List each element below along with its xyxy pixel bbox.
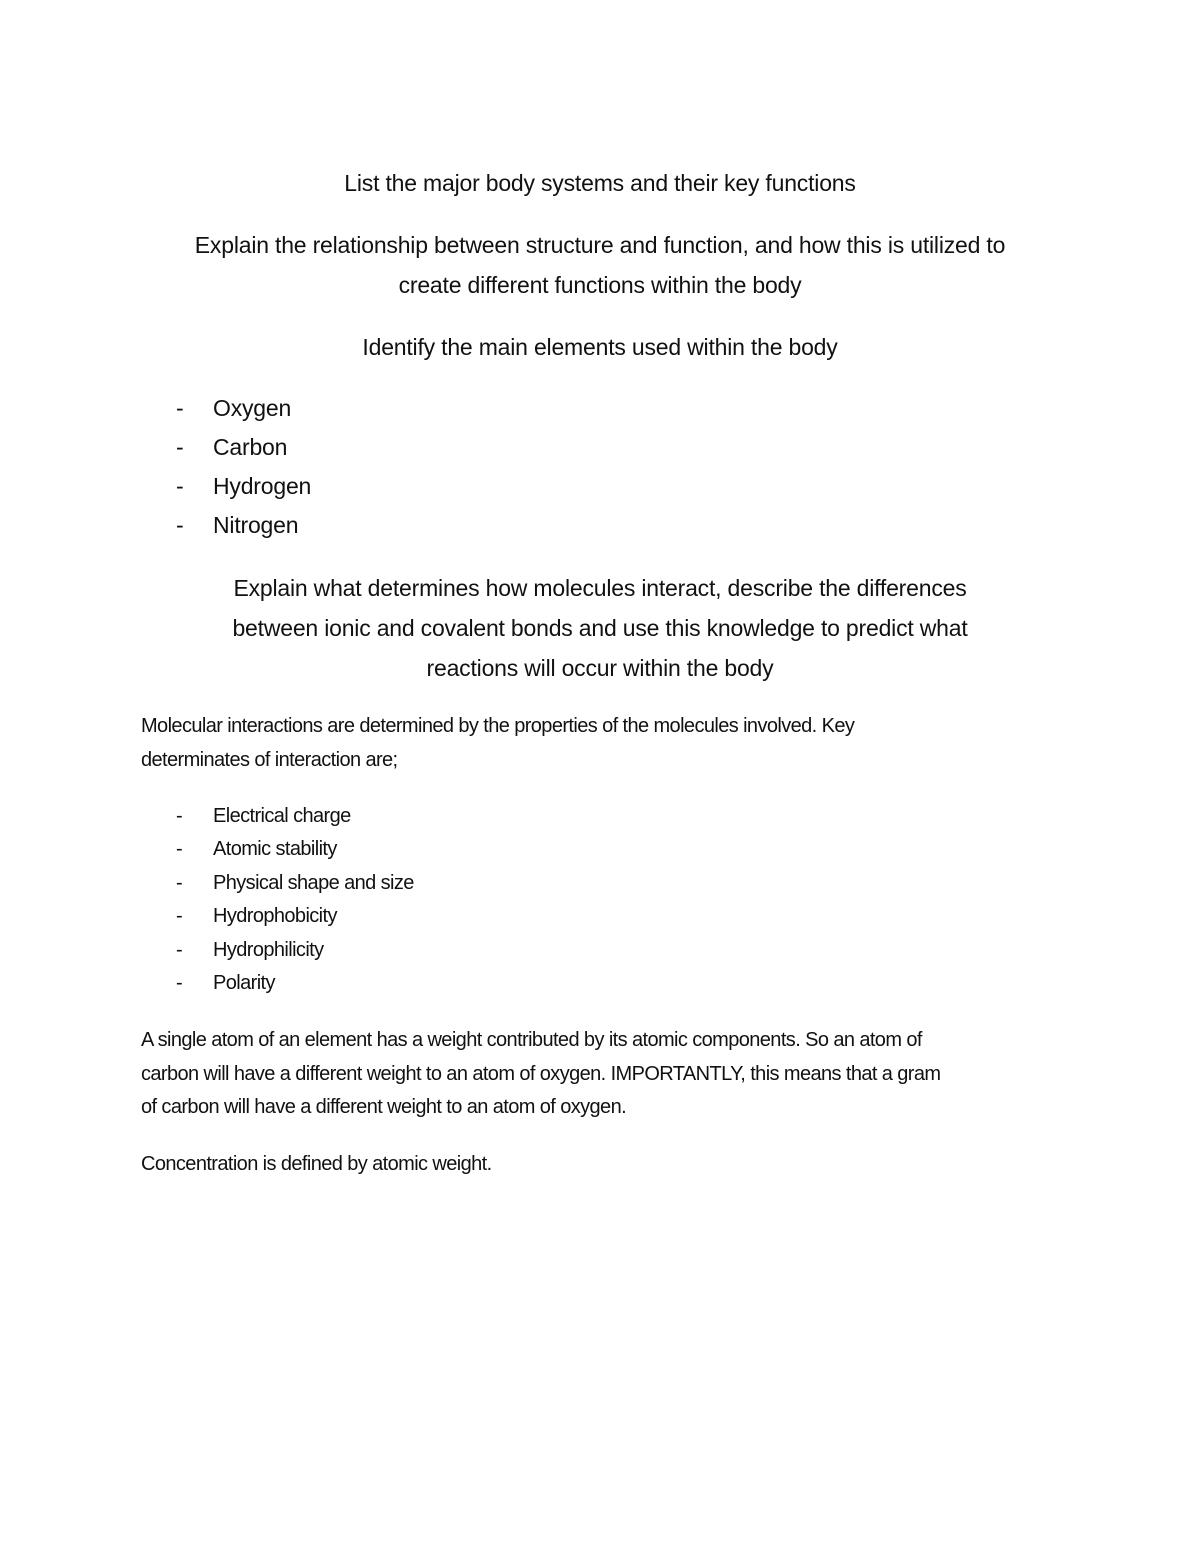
bullet-dash: - [176,395,184,421]
determinants-list [176,800,414,1000]
list-item [176,428,311,467]
paragraph-atomic-weight [141,1024,1071,1125]
list-item [176,389,311,428]
bullet-dash: - [176,871,183,894]
list-item-text: Electrical charge [213,805,351,827]
bullet-dash: - [176,473,184,499]
bullet-dash: - [176,938,183,961]
heading-body-systems: List the major body systems and their key functions [344,170,856,196]
list-item-text: Carbon [213,434,288,460]
list-item [176,967,414,1000]
bullet-dash: - [176,805,183,827]
paragraph-molecular-interactions [141,710,1071,777]
heading-main-elements: Identify the main elements used within the body [362,334,838,360]
list-item [176,800,414,833]
bullet-dash: - [176,512,184,538]
list-item-text: Hydrophilicity [213,938,324,961]
list-item-text: Polarity [213,972,275,995]
heading-line: Explain the relationship between structure and function, and how this is utilized to [194,232,1006,258]
list-item [176,934,414,967]
list-item-text: Hydrophobicity [213,905,337,928]
bullet-dash: - [176,838,183,861]
bullet-dash: - [176,972,183,995]
list-item [176,506,311,545]
bullet-dash: - [176,905,183,928]
list-item-text: Oxygen [213,395,292,421]
bullet-dash: - [176,434,184,460]
list-item [176,867,414,900]
heading-molecular-interactions [140,568,1060,688]
paragraph-line: determinates of interaction are; [141,748,398,771]
heading-line: reactions will occur within the body [426,655,774,681]
list-item [176,900,414,933]
elements-list [176,389,311,545]
list-item [176,833,414,866]
heading-line: Explain what determines how molecules interact, describe the differences [233,575,967,601]
paragraph-concentration: Concentration is defined by atomic weight. [141,1153,492,1175]
heading-line: create different functions within the body [398,272,802,298]
paragraph-line: Molecular interactions are determined by the properties of the molecules involved. Key [141,715,855,737]
heading-structure-function [140,225,1060,305]
heading-line: between ionic and covalent bonds and use this knowledge to predict what [232,615,968,641]
list-item-text: Nitrogen [213,512,299,538]
paragraph-line: carbon will have a different weight to an atom of oxygen. IMPORTANTLY, this means that a gram [141,1062,941,1085]
list-item [176,467,311,506]
paragraph-line: of carbon will have a different weight to an atom of oxygen. [141,1096,627,1118]
list-item-text: Hydrogen [213,473,312,499]
list-item-text: Atomic stability [213,838,337,861]
list-item-text: Physical shape and size [213,871,414,894]
paragraph-line: A single atom of an element has a weight contributed by its atomic components. So an atom of [141,1029,922,1051]
